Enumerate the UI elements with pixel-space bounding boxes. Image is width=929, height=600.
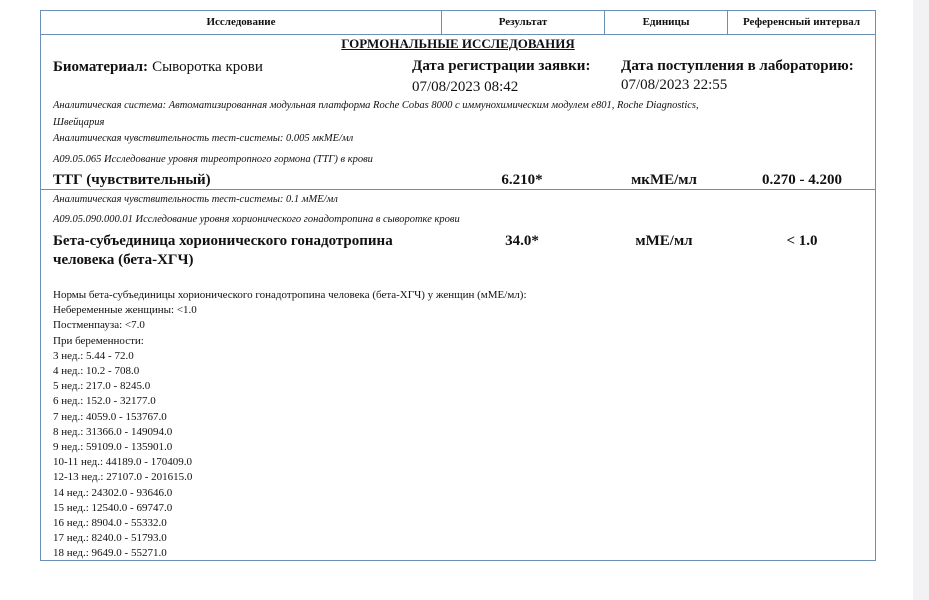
biomaterial — [53, 58, 263, 76]
test-sensitivity: Аналитическая чувствительность тест-системы: 0.1 мМЕ/мл — [53, 194, 338, 205]
test-name-line1: Бета-субъединица хорионического гонадотропина — [53, 233, 393, 249]
test-result: 6.210* — [501, 172, 543, 188]
registration-label: Дата регистрации заявки: — [412, 58, 591, 74]
test-code: A09.05.065 Исследование уровня тиреотропного гормона (ТТГ) в крови — [53, 154, 373, 165]
note-line: 17 нед.: 8240.0 - 51793.0 — [53, 532, 167, 545]
lab-report — [40, 10, 876, 561]
note-line: Небеременные женщины: <1.0 — [53, 304, 197, 317]
test-name-line2: человека (бета-ХГЧ) — [53, 252, 194, 268]
note-line: 9 нед.: 59109.0 - 135901.0 — [53, 441, 173, 454]
test-sensitivity: Аналитическая чувствительность тест-системы: 0.005 мкМЕ/мл — [53, 133, 354, 144]
note-line: 7 нед.: 4059.0 - 153767.0 — [53, 410, 167, 423]
header-result: Результат — [498, 16, 548, 28]
test-result: 34.0* — [505, 233, 539, 249]
header-units: Единицы — [642, 16, 690, 28]
test-name: ТТГ (чувствительный) — [53, 172, 211, 188]
analytic-system-line1: Аналитическая система: Автоматизированная модульная платформа Roche Cobas 8000 с иммунохимическим модулем e801, Roche Diagnostics, — [53, 100, 699, 111]
note-line: 14 нед.: 24302.0 - 93646.0 — [53, 486, 173, 499]
biomaterial-value: Сыворотка крови — [152, 59, 263, 75]
test-units: мкМЕ/мл — [631, 172, 697, 188]
test-reference: 0.270 - 4.200 — [762, 172, 842, 188]
note-line: 18 нед.: 9649.0 - 55271.0 — [53, 547, 167, 560]
scrollbar-track[interactable] — [913, 0, 929, 600]
table-header — [41, 11, 875, 35]
reference-notes — [53, 288, 527, 562]
registration-value: 07/08/2023 08:42 — [412, 79, 519, 95]
row-divider — [41, 189, 875, 190]
note-line: 12-13 нед.: 27107.0 - 201615.0 — [53, 471, 193, 484]
note-line: 8 нед.: 31366.0 - 149094.0 — [53, 425, 173, 438]
note-line: Нормы бета-субъединицы хорионического гонадотропина человека (бета-ХГЧ) у женщин (мМЕ/мл): — [53, 289, 527, 301]
note-line: 16 нед.: 8904.0 - 55332.0 — [53, 517, 167, 530]
biomaterial-label: Биоматериал: — [53, 59, 149, 75]
note-line: При беременности: — [53, 334, 144, 347]
note-line: Постменпауза: <7.0 — [53, 319, 145, 332]
note-line: 4 нед.: 10.2 - 708.0 — [53, 365, 140, 378]
header-study: Исследование — [206, 16, 276, 28]
lab-receipt-label: Дата поступления в лабораторию: — [621, 58, 854, 74]
note-line: 5 нед.: 217.0 - 8245.0 — [53, 380, 151, 393]
note-line: 10-11 нед.: 44189.0 - 170409.0 — [53, 456, 192, 469]
test-units: мМЕ/мл — [635, 233, 693, 249]
note-line: 15 нед.: 12540.0 - 69747.0 — [53, 501, 173, 514]
note-line: 3 нед.: 5.44 - 72.0 — [53, 349, 134, 362]
note-line: 6 нед.: 152.0 - 32177.0 — [53, 395, 156, 408]
test-reference: < 1.0 — [786, 233, 818, 249]
header-reference: Референсный интервал — [742, 16, 861, 28]
section-title: ГОРМОНАЛЬНЫЕ ИССЛЕДОВАНИЯ — [341, 36, 575, 51]
analytic-system-line2: Швейцария — [53, 117, 105, 128]
lab-receipt-value: 07/08/2023 22:55 — [621, 77, 728, 93]
test-code: A09.05.090.000.01 Исследование уровня хорионического гонадотропина в сыворотке крови — [53, 214, 460, 225]
